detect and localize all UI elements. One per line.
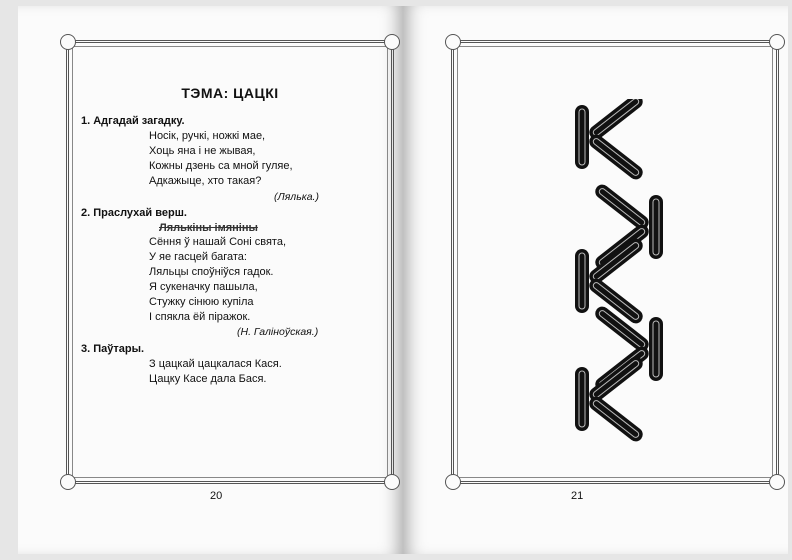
corner-ornament-icon (445, 34, 461, 50)
poem-line: Стужку сінюю купіла (149, 296, 254, 308)
page-border-left (66, 40, 394, 484)
poem-line: Сёння ў нашай Соні свята, (149, 236, 287, 248)
page-number-left: 20 (210, 490, 223, 502)
tongue-twister-line: З цацкай цацкалася Кася. (149, 358, 282, 370)
page-border-right (451, 40, 779, 484)
page-title: ТЭМА: ЦАЦКІ (181, 85, 279, 101)
riddle-text (149, 129, 293, 189)
letter-k-stick-figures (564, 99, 674, 469)
riddle-line: Хоць яна і не жывая, (149, 145, 256, 157)
riddle-line: Адкажыце, хто такая? (149, 175, 262, 187)
poem-line: І спякла ёй піражок. (149, 311, 251, 323)
left-page (18, 6, 403, 554)
poem-line: Я сукеначку пашыла, (149, 281, 258, 293)
right-page (403, 6, 788, 554)
corner-ornament-icon (384, 34, 400, 50)
riddle-line: Кожны дзень са мной гуляе, (149, 160, 293, 172)
poem-line: Ляльцы споўніўся гадок. (149, 266, 274, 278)
poem-title: Лялькiны iмянiны (159, 222, 258, 234)
page-number-right: 21 (571, 490, 584, 502)
riddle-line: Носік, ручкі, ножкі мае, (149, 130, 266, 142)
corner-ornament-icon (769, 474, 785, 490)
corner-ornament-icon (769, 34, 785, 50)
letter-k-icon (575, 99, 646, 182)
tongue-twister-text (149, 357, 282, 387)
corner-ornament-icon (60, 34, 76, 50)
task-1-heading: 1. Адгадай загадку. (81, 115, 185, 127)
corner-ornament-icon (384, 474, 400, 490)
poem-line: У яе гасцей багата: (149, 251, 247, 263)
corner-ornament-icon (445, 474, 461, 490)
riddle-answer: (Лялька.) (274, 191, 319, 203)
corner-ornament-icon (60, 474, 76, 490)
poem-text (149, 235, 286, 325)
task-3-heading: 3. Паўтары. (81, 343, 145, 355)
poem-author: (Н. Галіноўская.) (237, 326, 319, 338)
task-2-heading: 2. Праслухай верш. (81, 207, 187, 219)
tongue-twister-line: Цацку Касе дала Бася. (149, 373, 267, 385)
letter-k-icon (575, 354, 646, 444)
